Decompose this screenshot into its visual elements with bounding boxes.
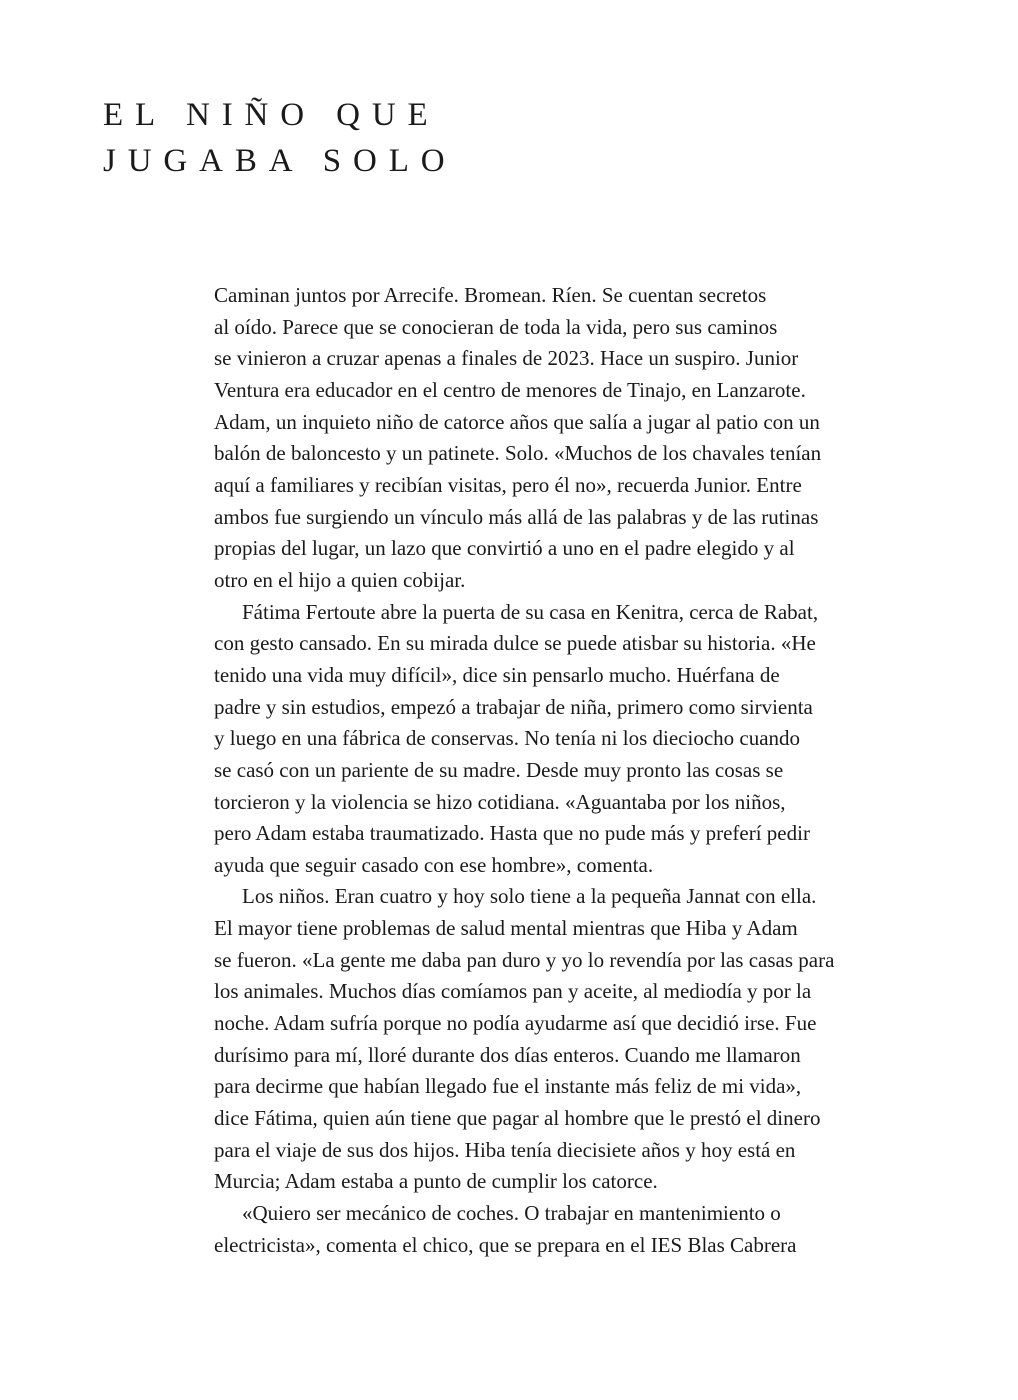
chapter-title-line-1: EL NIÑO QUE	[103, 97, 440, 133]
text-line: propias del lugar, un lazo que convirtió a uno en el padre elegido y al	[214, 536, 795, 561]
chapter-title	[103, 92, 456, 184]
text-line: se casó con un pariente de su madre. Desde muy pronto las cosas se	[214, 757, 784, 782]
text-line: Ventura era educador en el centro de menores de Tinajo, en Lanzarote.	[214, 377, 806, 402]
text-line: dice Fátima, quien aún tiene que pagar al hombre que le prestó el dinero	[214, 1106, 821, 1131]
paragraph-1	[214, 280, 904, 597]
text-line: al oído. Parece que se conocieran de toda la vida, pero sus caminos	[214, 314, 778, 339]
text-line: balón de baloncesto y un patinete. Solo. «Muchos de los chavales tenían	[214, 441, 822, 466]
text-line: aquí a familiares y recibían visitas, pero él no», recuerda Junior. Entre	[214, 472, 802, 497]
chapter-title-line-2: JUGABA SOLO	[103, 143, 457, 179]
text-line: durísimo para mí, lloré durante dos días enteros. Cuando me llamaron	[214, 1042, 801, 1067]
text-line: y luego en una fábrica de conservas. No tenía ni los dieciocho cuando	[214, 726, 801, 751]
text-line: El mayor tiene problemas de salud mental mientras que Hiba y Adam	[214, 916, 798, 941]
paragraph-2	[214, 597, 904, 882]
paragraph-3	[214, 881, 904, 1198]
chapter-body	[214, 280, 904, 1261]
text-line: pero Adam estaba traumatizado. Hasta que no pude más y preferí pedir	[214, 821, 810, 846]
text-line: para el viaje de sus dos hijos. Hiba tenía diecisiete años y hoy está en	[214, 1137, 796, 1162]
text-line: otro en el hijo a quien cobijar.	[214, 567, 466, 592]
text-line: Fátima Fertoute abre la puerta de su casa en Kenitra, cerca de Rabat,	[242, 599, 819, 624]
text-line: Adam, un inquieto niño de catorce años que salía a jugar al patio con un	[214, 409, 820, 434]
text-line: se fueron. «La gente me daba pan duro y yo lo revendía por las casas para	[214, 947, 835, 972]
text-line: Murcia; Adam estaba a punto de cumplir los catorce.	[214, 1169, 658, 1194]
text-line: los animales. Muchos días comíamos pan y aceite, al mediodía y por la	[214, 979, 812, 1004]
text-line: ambos fue surgiendo un vínculo más allá de las palabras y de las rutinas	[214, 504, 819, 529]
text-line: torcieron y la violencia se hizo cotidiana. «Aguantaba por los niños,	[214, 789, 786, 814]
text-line: Los niños. Eran cuatro y hoy solo tiene a la pequeña Jannat con ella.	[242, 884, 817, 909]
text-line: Caminan juntos por Arrecife. Bromean. Ríen. Se cuentan secretos	[214, 283, 767, 307]
text-line: se vinieron a cruzar apenas a finales de 2023. Hace un suspiro. Junior	[214, 346, 799, 371]
text-line: padre y sin estudios, empezó a trabajar de niña, primero como sirvienta	[214, 694, 813, 719]
text-line: con gesto cansado. En su mirada dulce se puede atisbar su historia. «He	[214, 631, 816, 656]
text-line: «Quiero ser mecánico de coches. O trabajar en mantenimiento o	[242, 1201, 781, 1226]
paragraph-4	[214, 1198, 904, 1261]
text-line: tenido una vida muy difícil», dice sin pensarlo mucho. Huérfana de	[214, 662, 780, 687]
text-line: ayuda que seguir casado con ese hombre», comenta.	[214, 852, 654, 877]
text-line: noche. Adam sufría porque no podía ayudarme así que decidió irse. Fue	[214, 1011, 817, 1036]
text-line: electricista», comenta el chico, que se prepara en el IES Blas Cabrera	[214, 1232, 797, 1257]
text-line: para decirme que habían llegado fue el instante más feliz de mi vida»,	[214, 1074, 802, 1099]
